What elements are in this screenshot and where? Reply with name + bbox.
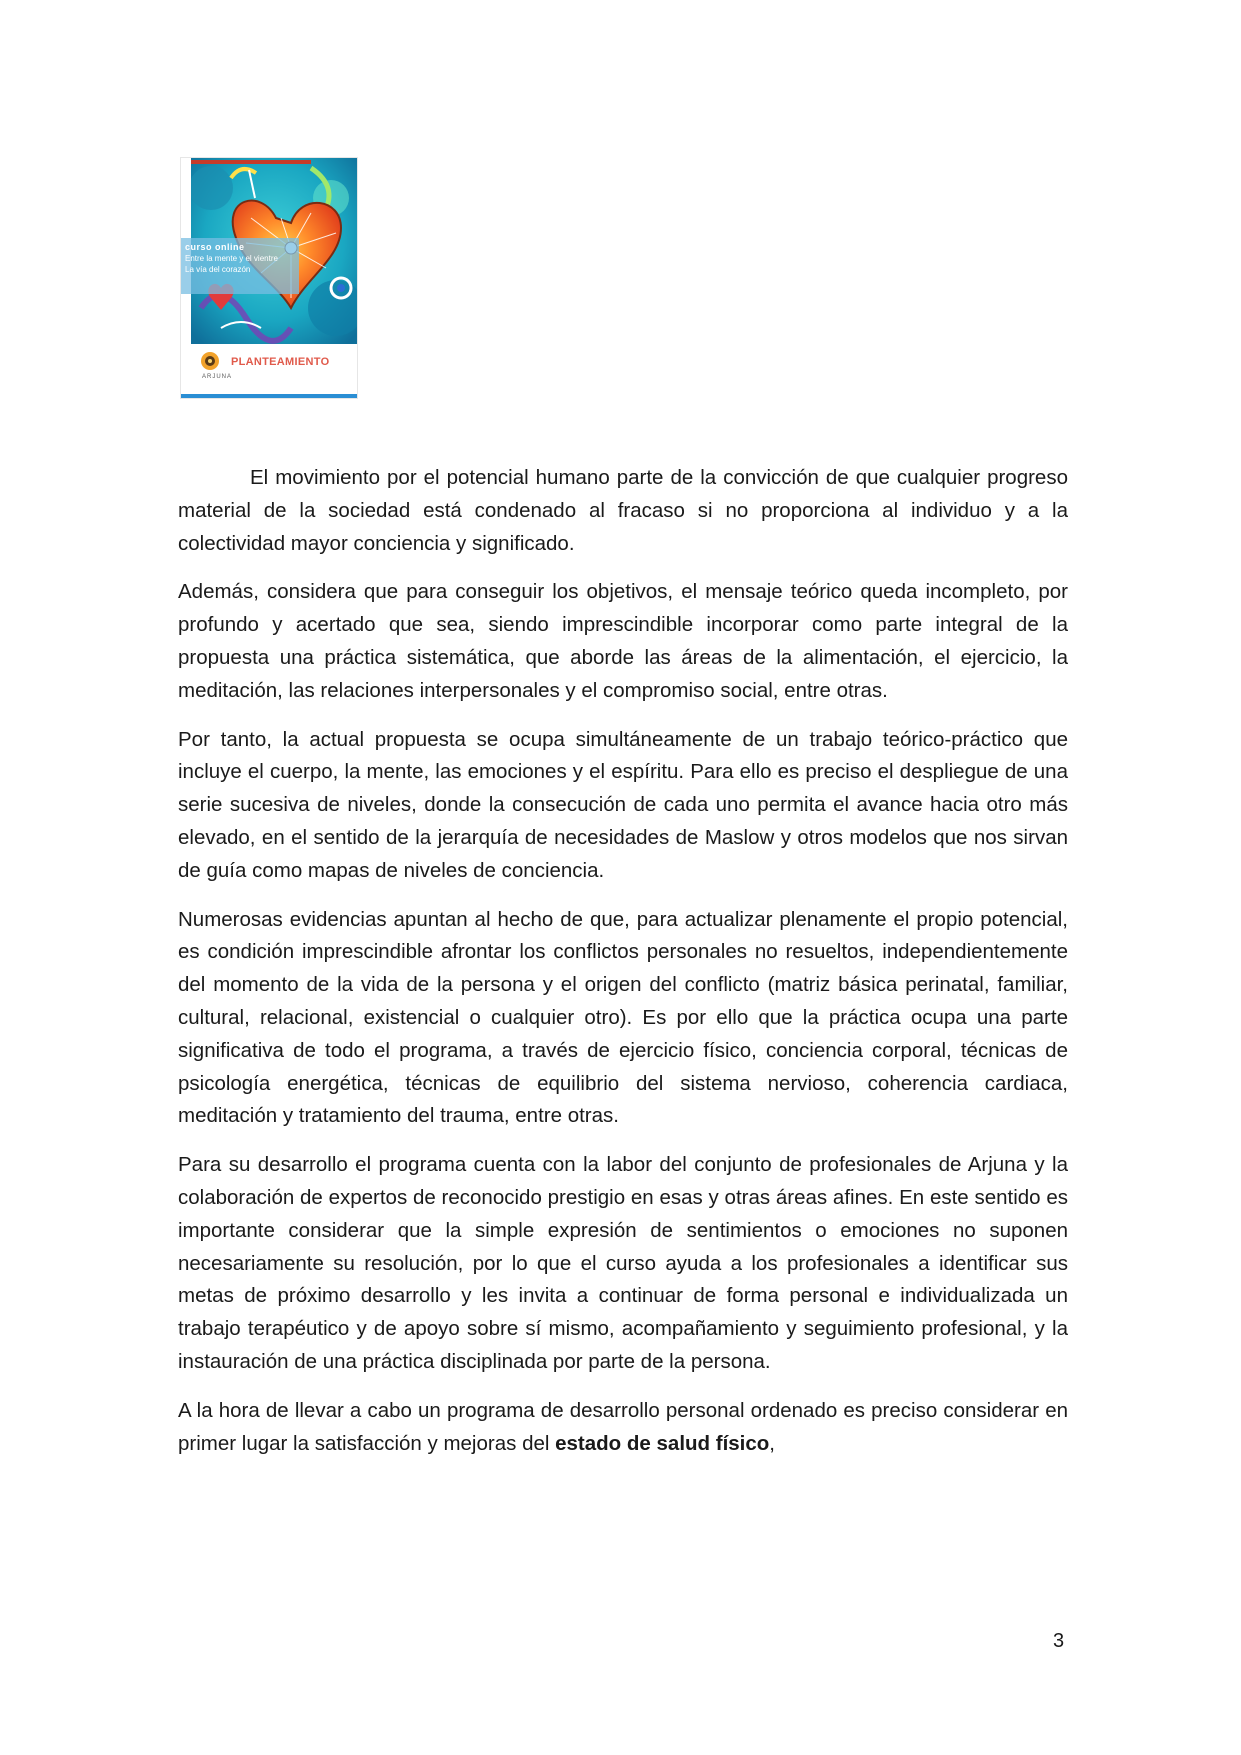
cover-label-line2: Entre la mente y el vientre	[185, 254, 278, 263]
cover-course-label	[181, 238, 299, 294]
paragraph-2: Además, considera que para conseguir los objetivos, el mensaje teórico queda incompleto, por profundo y acertado que sea, siendo imprescindible incorporar como parte integral de la propuesta una práctica sistemática, que aborde las áreas de la alimentación, el ejercicio, la meditación, las relaciones interpersonales y el compromiso social, entre otras.	[178, 580, 1068, 702]
paragraph-4: Numerosas evidencias apuntan al hecho de que, para actualizar plenamente el propio potencial, es condición imprescindible afrontar los conflictos personales no resueltos, independientemente del momento de la vida de la persona y el origen del conflicto (matriz básica perinatal, familiar, cultural, relacional, existencial o cualquier otro). Es por ello que la práctica ocupa una parte significativa de todo el programa, a través de ejercicio físico, conciencia corporal, técnicas de psicología energética, técnicas de equilibrio del sistema nervioso, coherencia cardiaca, meditación y tratamiento del trauma, entre otras.	[178, 907, 1068, 1128]
arjuna-logo-icon	[197, 350, 232, 380]
paragraph-6	[178, 1395, 1068, 1461]
cover-footer	[191, 344, 357, 394]
cover-thumbnail	[181, 158, 357, 398]
document-body	[178, 462, 1068, 1476]
cover-label-line1: curso online	[185, 242, 245, 252]
paragraph-6-trailing: ,	[769, 1431, 775, 1455]
paragraph-1: El movimiento por el potencial humano parte de la convicción de que cualquier progreso material de la sociedad está condenado al fracaso si no proporciona al individuo y a la colectividad mayor conciencia y significado.	[178, 466, 1068, 555]
cover-logo-text: ARJUNA	[201, 374, 232, 380]
paragraph-5: Para su desarrollo el programa cuenta con la labor del conjunto de profesionales de Arjuna y la colaboración de expertos de reconocido prestigio en esas y otras áreas afines. En este sentido es importante considerar que la simple expresión de sentimientos o emociones no suponen necesariamente su resolución, por lo que el curso ayuda a los profesionales a identificar sus metas de próximo desarrollo y les invita a continuar de forma personal e individualizada un trabajo terapéutico y de apoyo sobre sí mismo, acompañamiento y seguimiento profesional, y la instauración de una práctica disciplinada por parte de la persona.	[178, 1153, 1068, 1373]
paragraph-3: Por tanto, la actual propuesta se ocupa simultáneamente de un trabajo teórico-práctico que incluye el cuerpo, la mente, las emociones y el espíritu. Para ello es preciso el despliegue de una serie sucesiva de niveles, donde la consecución de cada uno permita el avance hacia otro más elevado, en el sentido de la jerarquía de necesidades de Maslow y otros modelos que nos sirvan de guía como mapas de niveles de conciencia.	[178, 727, 1068, 882]
cover-top-strip	[191, 160, 311, 164]
cover-bottom-bar	[181, 394, 357, 398]
page-number: 3	[1053, 1630, 1065, 1652]
paragraph-6-text: A la hora de llevar a cabo un programa de desarrollo personal ordenado es preciso considerar en primer lugar la satisfacción y mejoras del	[178, 1398, 1068, 1455]
cover-label-line3: La vía del corazón	[185, 265, 251, 274]
cover-heading: PLANTEAMIENTO	[231, 356, 330, 368]
paragraph-6-bold-text: estado de salud físico	[555, 1431, 770, 1455]
